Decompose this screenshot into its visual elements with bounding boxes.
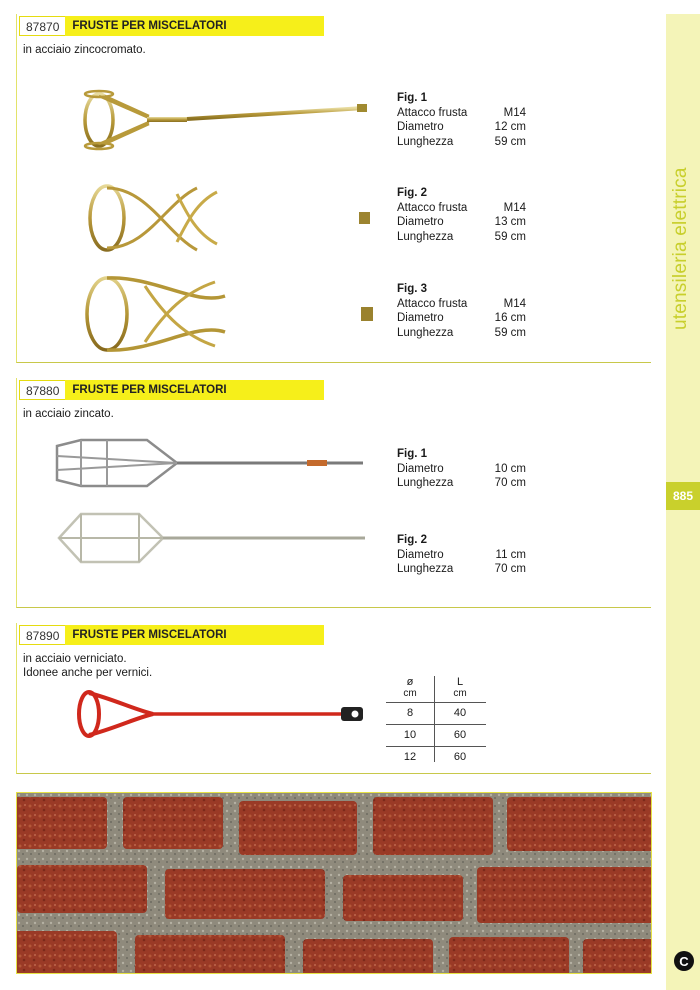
- spec-value: 70 cm: [494, 563, 526, 575]
- spec-key: Diametro: [397, 216, 444, 228]
- length-cell: 60: [453, 729, 467, 741]
- spec-key: Lunghezza: [397, 326, 454, 339]
- spec-key: Diametro: [397, 548, 444, 561]
- diameter-cell: 10: [403, 729, 417, 741]
- spec-value: 59 cm: [494, 135, 526, 148]
- spec-key: Diametro: [397, 121, 444, 133]
- spec-key: Diametro: [397, 312, 444, 324]
- spec-value: 59 cm: [494, 230, 526, 243]
- table-row: [386, 702, 486, 724]
- spec-value: M14: [503, 201, 526, 214]
- spec-value: 59 cm: [494, 326, 526, 339]
- dimensions-table: [386, 676, 486, 768]
- table-row: [386, 746, 486, 768]
- spec-key: Lunghezza: [397, 230, 454, 243]
- mixer-whisk-fig2-image: [87, 174, 377, 264]
- spec-value: 11 cm: [495, 548, 526, 561]
- figure-label: Fig. 1: [397, 92, 428, 104]
- spec-zinc-fig1: [397, 447, 526, 491]
- spec-key: Lunghezza: [397, 135, 454, 148]
- spec-key: Lunghezza: [397, 477, 454, 489]
- section-87890: [16, 623, 651, 774]
- diameter-cell: 8: [406, 707, 414, 719]
- brick-wall-image: [17, 793, 651, 973]
- section-description-line2: Idonee anche per vernici.: [23, 667, 153, 679]
- mixer-whisk-zinc-fig1-image: [47, 438, 367, 488]
- length-unit: cm: [453, 688, 467, 699]
- length-header: L: [456, 676, 464, 688]
- spec-value: M14: [503, 297, 526, 310]
- spec-value: 13 cm: [494, 216, 526, 228]
- spec-value: 12 cm: [494, 121, 526, 133]
- length-cell: 60: [453, 751, 467, 763]
- spec-fig2: [397, 186, 526, 244]
- diameter-header: ø: [406, 676, 414, 688]
- section-title: FRUSTE PER MISCELATORI: [72, 20, 227, 32]
- category-title: utensileria elettrica: [670, 167, 691, 330]
- figure-label: Fig. 2: [397, 187, 428, 199]
- spec-key: Diametro: [397, 462, 444, 475]
- figure-label: Fig. 1: [397, 448, 428, 460]
- page-number-badge: 885: [666, 482, 700, 510]
- section-header: [19, 380, 324, 400]
- spec-value: 70 cm: [494, 477, 526, 489]
- spec-key: Attacco frusta: [397, 106, 468, 119]
- mixer-whisk-fig3-image: [85, 266, 385, 362]
- section-description-line1: in acciaio verniciato.: [23, 653, 127, 665]
- length-cell: 40: [453, 707, 467, 719]
- section-header: [19, 625, 324, 645]
- brick-wall-photo: [16, 792, 652, 974]
- spec-zinc-fig2: [397, 533, 526, 577]
- figure-label: Fig. 2: [397, 534, 428, 546]
- section-description: in acciaio zincocromato.: [23, 44, 146, 56]
- table-row: [386, 724, 486, 746]
- section-description: in acciaio zincato.: [23, 408, 114, 420]
- product-code: 87870: [19, 16, 65, 36]
- section-87880: [16, 378, 651, 608]
- product-code: 87880: [19, 380, 65, 400]
- spec-fig1: [397, 91, 526, 149]
- section-title: FRUSTE PER MISCELATORI: [72, 629, 227, 641]
- spec-key: Attacco frusta: [397, 297, 468, 310]
- spec-value: 10 cm: [494, 462, 526, 475]
- mixer-whisk-fig1-image: [79, 80, 369, 160]
- spec-key: Lunghezza: [397, 563, 454, 575]
- mixer-whisk-painted-image: [73, 689, 387, 739]
- brand-logo: C: [674, 951, 694, 971]
- spec-value: 16 cm: [494, 312, 526, 324]
- diameter-cell: 12: [403, 751, 417, 763]
- figure-label: Fig. 3: [397, 283, 428, 295]
- mixer-whisk-zinc-fig2-image: [55, 510, 375, 566]
- diameter-unit: cm: [403, 688, 417, 699]
- spec-fig3: [397, 282, 526, 340]
- section-header: [19, 16, 324, 36]
- section-title: FRUSTE PER MISCELATORI: [72, 384, 227, 396]
- table-divider: [434, 676, 435, 762]
- table-header-row: [386, 676, 486, 702]
- section-87870: [16, 14, 651, 363]
- spec-value: M14: [503, 106, 526, 119]
- product-code: 87890: [19, 625, 65, 645]
- spec-key: Attacco frusta: [397, 201, 468, 214]
